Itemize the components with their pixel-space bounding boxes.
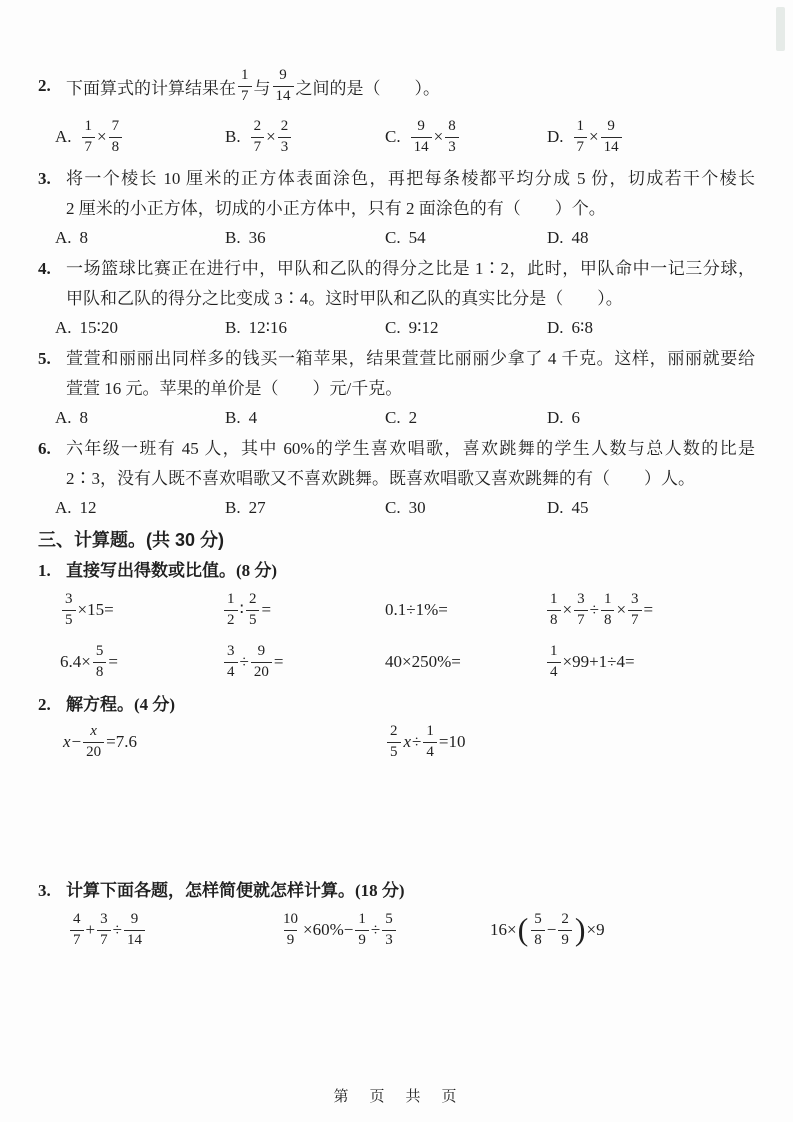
calc-item: 0.1÷1%= <box>385 600 448 619</box>
option-c <box>385 318 547 338</box>
question-5-options <box>55 405 755 430</box>
fraction: $\frac{9}{14}$ <box>124 911 145 949</box>
paren: ( <box>517 911 529 947</box>
stem-line-1: 一场篮球比赛正在进行中，甲队和乙队的得分之比是 1∶2，此时，甲队命中一记三分球， <box>66 259 755 278</box>
fraction: $\frac{9}{14}$ <box>273 67 294 105</box>
scan-artifact-mark <box>776 7 785 51</box>
calc-item: $\frac{3}{4}$ ÷ $\frac{9}{20}$ = <box>222 643 385 681</box>
option-value: 54 <box>408 227 426 247</box>
question-stem <box>66 434 755 494</box>
oral-calc-row-2 <box>60 636 755 688</box>
subsection-number: 3. <box>38 881 51 900</box>
option-label: C. <box>385 127 401 146</box>
option-label: C. <box>385 317 401 337</box>
option-a <box>55 228 225 248</box>
option-b <box>225 408 385 428</box>
subsection-title: 计算下面各题，怎样简便就怎样计算。(18 分) <box>66 881 405 900</box>
option-value: $\frac{1}{7}$ × $\frac{7}{8}$ <box>80 118 125 156</box>
option-label: A. <box>55 407 72 427</box>
question-stem <box>66 254 755 314</box>
option-label: A. <box>55 127 72 146</box>
option-a <box>55 318 225 338</box>
fraction: $\frac{8}{3}$ <box>445 118 459 156</box>
calc-item: $\frac{1}{8}$ × $\frac{3}{7}$ ÷ $\frac{1}{8}$ × $\frac{3}{7}$ = <box>545 591 755 629</box>
stem-line-1: 将一个棱长 10 厘米的正方体表面涂色，再把每条棱都平均分成 5 份，切成若干个棱长 <box>66 169 755 188</box>
option-d <box>547 408 755 428</box>
paren: ) <box>574 911 586 947</box>
option-d <box>547 498 755 518</box>
question-number: 2. <box>38 76 51 95</box>
option-c <box>385 498 547 518</box>
fraction: $\frac{7}{8}$ <box>109 118 123 156</box>
question-3 <box>38 164 755 250</box>
option-b <box>225 118 385 156</box>
subsection-title: 直接写出得数或比值。(8 分) <box>66 561 278 580</box>
calc-item: $\frac{1}{4}$ ×99+1÷4= <box>545 643 755 681</box>
simplify-item: $\frac{10}{9}$ ×60%− $\frac{1}{9}$ ÷ $\frac{5}{3}$ <box>278 911 490 949</box>
question-3-options <box>55 225 755 250</box>
option-b <box>225 228 385 248</box>
fraction: $\frac{1}{8}$ <box>601 591 615 629</box>
question-6-stem-row <box>38 434 755 494</box>
fraction: $\frac{9}{20}$ <box>251 643 272 681</box>
option-value: 48 <box>571 227 589 247</box>
fraction: $\frac{2}{9}$ <box>558 911 572 949</box>
option-label: C. <box>385 407 401 427</box>
fraction: $\frac{9}{14}$ <box>601 118 622 156</box>
question-4-options <box>55 315 755 340</box>
subsection-equations-title <box>38 692 755 718</box>
question-number: 5. <box>38 349 51 368</box>
fraction: $\frac{1}{7}$ <box>238 67 252 105</box>
option-label: D. <box>547 127 564 146</box>
subsection-title: 解方程。(4 分) <box>66 695 176 714</box>
calc-item: $\frac{3}{5}$ ×15= <box>60 591 222 629</box>
fraction: $\frac{3}{7}$ <box>574 591 588 629</box>
fraction: $\frac{1}{2}$ <box>224 591 238 629</box>
stem-line-2: 萱萱 16 元。苹果的单价是（ ）元/千克。 <box>66 379 403 398</box>
option-value: 8 <box>79 227 89 247</box>
fraction: $\frac{1}{9}$ <box>355 911 369 949</box>
option-value: 15∶20 <box>79 317 118 337</box>
option-label: D. <box>547 407 564 427</box>
option-value: 12∶16 <box>248 317 288 337</box>
question-3-stem-row <box>38 164 755 224</box>
fraction: $\frac{4}{7}$ <box>70 911 84 949</box>
oral-calc-row-1 <box>60 584 755 636</box>
option-label: A. <box>55 497 72 517</box>
option-label: A. <box>55 317 72 337</box>
subsection-simplify-title <box>38 878 755 904</box>
fraction: $\frac{3}{4}$ <box>224 643 238 681</box>
simplify-item: 16× ( $\frac{5}{8}$ − $\frac{2}{9}$ ) ×9 <box>490 911 605 948</box>
calc-item: 6.4× $\frac{5}{8}$ = <box>60 643 118 680</box>
equation-item: $\frac{2}{5}$ x ÷ $\frac{1}{4}$ =10 <box>385 723 755 761</box>
question-stem <box>66 344 755 404</box>
equations-row <box>62 718 755 766</box>
question-number: 3. <box>38 169 51 188</box>
stem-line-1: 六年级一班有 45 人，其中 60%的学生喜欢唱歌，喜欢跳舞的学生人数与总人数的比是 <box>66 439 755 458</box>
stem-line-2: 2 厘米的小正方体，切成的小正方体中，只有 2 面涂色的有（ ）个。 <box>66 199 606 218</box>
option-value: 36 <box>248 227 266 247</box>
subsection-oral-title <box>38 558 755 584</box>
option-label: A. <box>55 227 72 247</box>
fraction: $\frac{5}{8}$ <box>93 643 107 681</box>
fraction: $\frac{2}{7}$ <box>251 118 265 156</box>
fraction: $\frac{3}{7}$ <box>628 591 642 629</box>
question-6-options <box>55 495 755 520</box>
option-label: B. <box>225 127 241 146</box>
option-value: 6∶8 <box>571 317 593 337</box>
equation-item: x − $\frac{x}{20}$ =7.6 <box>63 723 137 760</box>
option-value: 30 <box>408 497 426 517</box>
fraction: $\frac{10}{9}$ <box>283 911 298 948</box>
subsection-number: 2. <box>38 695 51 714</box>
option-c <box>385 228 547 248</box>
question-stem: 下面算式的计算结果在 $\frac{1}{7}$ 与 $\frac{9}{14}$ 之间的是（ ）。 <box>66 67 440 104</box>
subsection-number: 1. <box>38 561 51 580</box>
option-d <box>547 228 755 248</box>
option-b <box>225 318 385 338</box>
option-value: 12 <box>79 497 97 517</box>
question-2-options <box>55 114 755 160</box>
simplify-item: $\frac{4}{7}$ + $\frac{3}{7}$ ÷ $\frac{9}{14}$ <box>68 911 278 949</box>
fraction: $\frac{2}{5}$ <box>387 723 401 761</box>
fraction: $\frac{5}{8}$ <box>531 911 545 949</box>
option-value: $\frac{2}{7}$ × $\frac{2}{3}$ <box>249 118 294 156</box>
option-b <box>225 498 385 518</box>
question-4 <box>38 254 755 340</box>
option-a <box>55 498 225 518</box>
fraction: $\frac{1}{7}$ <box>574 118 588 156</box>
option-d <box>547 318 755 338</box>
stem-line-2: 2∶3，没有人既不喜欢唱歌又不喜欢跳舞。既喜欢唱歌又喜欢跳舞的有（ ）人。 <box>66 469 695 488</box>
option-value: $\frac{1}{7}$ × $\frac{9}{14}$ <box>572 118 624 156</box>
question-5 <box>38 344 755 430</box>
fraction: $\frac{1}{4}$ <box>547 643 561 681</box>
fraction: $\frac{5}{3}$ <box>382 911 396 949</box>
option-a <box>55 408 225 428</box>
question-5-stem-row <box>38 344 755 404</box>
option-value: 6 <box>571 407 581 427</box>
option-label: B. <box>225 227 241 247</box>
option-a <box>55 118 225 156</box>
option-label: D. <box>547 497 564 517</box>
option-label: D. <box>547 317 564 337</box>
question-number: 4. <box>38 259 51 278</box>
option-label: D. <box>547 227 564 247</box>
option-label: B. <box>225 317 241 337</box>
option-label: B. <box>225 497 241 517</box>
question-2 <box>38 60 755 160</box>
stem-line-2: 甲队和乙队的得分之比变成 3∶4。这时甲队和乙队的真实比分是（ ）。 <box>66 289 623 308</box>
section-heading: 三、计算题。(共 30 分) <box>38 530 225 550</box>
option-label: B. <box>225 407 241 427</box>
fraction: $\frac{9}{14}$ <box>411 118 432 156</box>
fraction: $\frac{1}{8}$ <box>547 591 561 629</box>
option-c <box>385 408 547 428</box>
fraction: $\frac{2}{3}$ <box>278 118 292 156</box>
fraction: $\frac{3}{7}$ <box>97 911 111 949</box>
option-value: 9∶12 <box>408 317 439 337</box>
fraction: $\frac{3}{5}$ <box>62 591 76 629</box>
fraction: $\frac{1}{7}$ <box>82 118 96 156</box>
calc-item: $\frac{1}{2}$ ∶ $\frac{2}{5}$ = <box>222 591 385 629</box>
option-d <box>547 118 755 156</box>
option-value: 45 <box>571 497 589 517</box>
fraction: $\frac{x}{20}$ <box>83 723 104 761</box>
page-footer: 第 页 共 页 <box>333 1088 460 1105</box>
option-c <box>385 118 547 156</box>
option-value: $\frac{9}{14}$ × $\frac{8}{3}$ <box>409 118 461 156</box>
option-label: C. <box>385 227 401 247</box>
question-4-stem-row <box>38 254 755 314</box>
simplify-row <box>68 904 755 956</box>
question-6 <box>38 434 755 520</box>
option-value: 8 <box>79 407 89 427</box>
calc-item: 40×250%= <box>385 652 461 671</box>
option-value: 4 <box>248 407 258 427</box>
option-value: 2 <box>408 407 418 427</box>
option-label: C. <box>385 497 401 517</box>
question-number: 6. <box>38 439 51 458</box>
stem-line-1: 萱萱和丽丽出同样多的钱买一箱苹果，结果萱萱比丽丽少拿了 4 千克。这样，丽丽就要给 <box>66 349 755 368</box>
fraction: $\frac{2}{5}$ <box>246 591 260 629</box>
option-value: 27 <box>248 497 266 517</box>
question-stem <box>66 164 755 224</box>
fraction: $\frac{1}{4}$ <box>423 723 437 761</box>
question-2-stem-row <box>38 60 755 112</box>
